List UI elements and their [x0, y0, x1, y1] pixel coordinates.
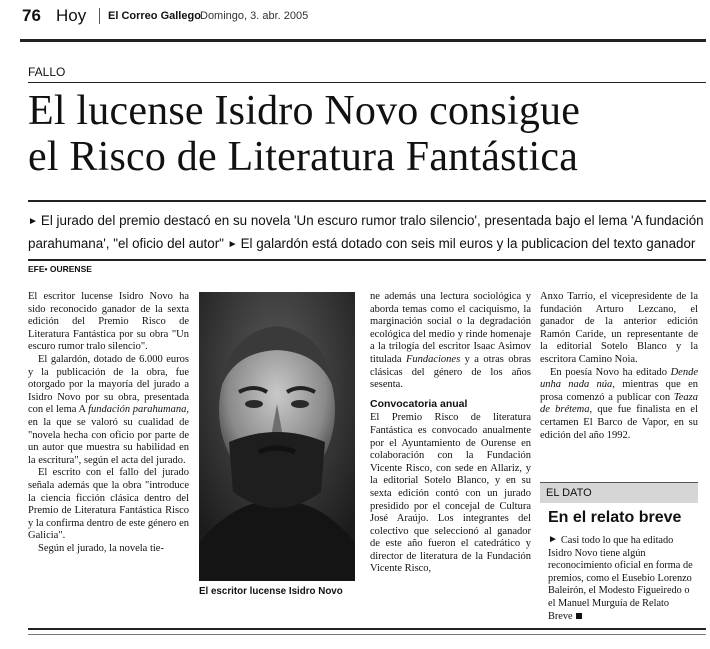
header-rule	[20, 39, 706, 42]
kicker-rule	[28, 82, 706, 83]
kicker: FALLO	[28, 65, 66, 79]
paragraph: Anxo Tarrío, el vicepresidente de la fundación Arturo Lezcano, el ganador de la anterior edición Ramón Caride, un representante de la editorial Sotelo Blanco y la escritora Camino Noia.	[540, 291, 698, 365]
lead-rule	[28, 259, 706, 261]
article-column-4	[540, 291, 698, 442]
headline	[28, 88, 708, 180]
triangle-bullet-icon: ►	[227, 239, 238, 250]
folio-divider	[99, 8, 100, 24]
publication-name: El Correo Gallego	[108, 10, 201, 22]
headline-line-1: El lucense Isidro Novo consigue	[28, 88, 581, 134]
paragraph: El escritor lucense Isidro Novo ha sido reconocido ganador de la sexta edición del Premio Risco de Literatura Fantástica por su obra "Un escuro rumor tralo silencio".	[28, 291, 189, 353]
lead-line-2	[28, 233, 703, 256]
headline-line-2: el Risco de Literatura Fantástica	[28, 134, 579, 180]
paragraph: En poesía Novo ha editado Dende unha nada núa, mientras que en prosa comenzó a publicar con Teaza de brétema, que fue finalista en el certamen El Barco de Vapor, en su edición del año 1992.	[540, 366, 699, 441]
paragraph: El escrito con el fallo del jurado señala además que la obra "introduce la ciencia ficción clásica dentro del Premio de Literatura Fantástica Risco y la confirma dentro de este género en Galicia".	[28, 467, 189, 542]
end-mark-icon	[576, 613, 582, 619]
sidebar-title: En el relato breve	[548, 509, 682, 526]
triangle-bullet-icon: ►	[28, 216, 38, 227]
paragraph: ne además una lectura sociológica y aborda temas como el caciquismo, la marginación social o la degradación ecológica del medio y rinde homenaje a la trilogía del escritor Isaac Asimov titulada Fundaciones y a otras obras clásicas del género de los años sesenta.	[370, 291, 531, 391]
paragraph: El galardón, dotado de 6.000 euros y la publicación de la obra, fue otorgado por la mayoría del jurado a Isidro Novo por su obra, presentada con el lema A fundación parahumana, en la que se valoró su cualidad de "novela hecha con oficio por parte de un autor que muestra su habilidad en la escritura", según el acta del jurado.	[28, 353, 189, 466]
paragraph: Según el jurado, la novela tie-	[38, 542, 164, 554]
lead-text-1: El jurado del premio destacó en su novela 'Un escuro rumor tralo silencio', presentada bajo el lema 'A fundación	[40, 213, 704, 228]
paragraph: El Premio Risco de literatura Fantástica es convocado anualmente por el Ayuntamiento de Ourense en colaboración con la Fundación Vicente Risco, con sede en Allariz, y la editorial Sotelo Blanco, y en su sexta edición contó con un jurado presidido por el concejal de Cultura José Araújo. Los integrantes del colectivo que seleccionó al ganador de este año fueron el catedrático y director de literatura de la Fundación Vicente Risco,	[370, 412, 531, 575]
article-column-3	[370, 291, 531, 576]
sidebar-label: EL DATO	[540, 483, 698, 503]
sidebar-box	[540, 482, 698, 623]
subheading: Convocatoria anual	[370, 397, 468, 410]
byline: EFE• OURENSE	[28, 264, 92, 274]
headline-rule	[28, 200, 706, 202]
sidebar-body: ► Casi todo lo que ha editado Isidro Novo tiene algún reconocimiento oficial en forma de premios, como el Eusebio Lorenzo Baleirón, el Modesto Figueiredo o el Manuel Murguía de Relato Breve	[548, 534, 693, 622]
lead-line-1	[28, 210, 703, 233]
lead-summary	[28, 210, 703, 256]
section-name: Hoy	[56, 6, 87, 25]
publication-date: Domingo, 3. abr. 2005	[200, 10, 309, 22]
author-photo	[199, 292, 355, 581]
photo-caption: El escritor lucense Isidro Novo	[199, 586, 343, 597]
lead-text-3: El galardón está dotado con seis mil euros y la publicacion del texto ganador	[240, 236, 696, 251]
triangle-bullet-icon: ►	[548, 534, 558, 545]
page-number: 76	[22, 6, 41, 25]
lead-text-2: parahumana', "el oficio del autor"	[28, 236, 224, 251]
article-column-1	[28, 291, 189, 555]
footer-rule-thin	[28, 634, 706, 635]
footer-rule	[28, 628, 706, 630]
